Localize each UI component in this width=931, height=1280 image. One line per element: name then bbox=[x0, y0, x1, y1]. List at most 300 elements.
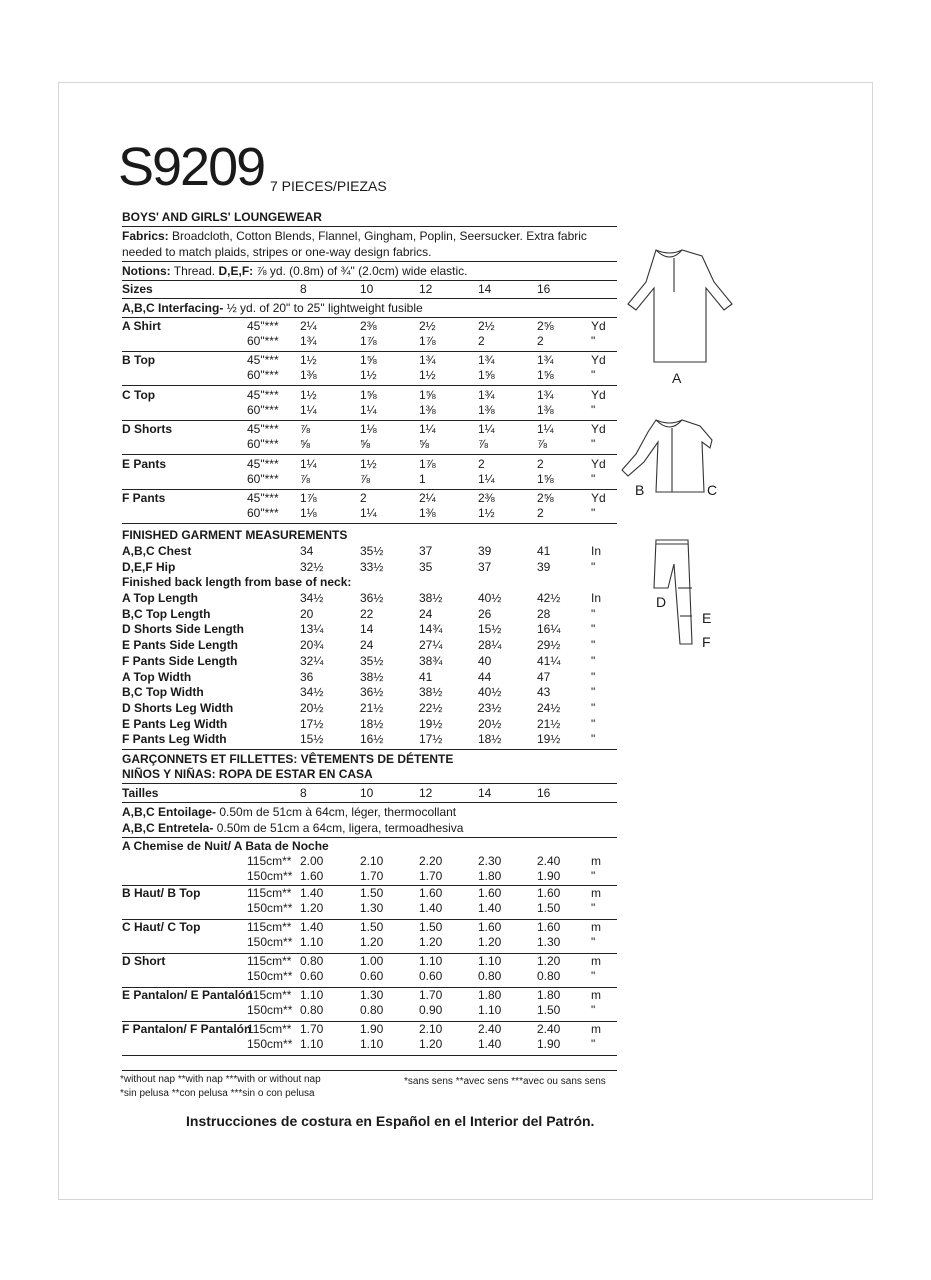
measurement-value: 35 bbox=[419, 559, 433, 574]
fabric-width: 60"*** bbox=[247, 437, 279, 452]
fabric-width: 115cm** bbox=[247, 988, 292, 1002]
yardage-value: 2⅜ bbox=[478, 491, 495, 505]
measurement-value: 42½ bbox=[537, 591, 561, 605]
metric-value: 1.70 bbox=[419, 869, 443, 883]
drawing-label-a: A bbox=[672, 370, 682, 386]
metric-value: 2.10 bbox=[360, 854, 384, 868]
yardage-value: 2⅝ bbox=[537, 319, 554, 333]
yardage-value: 2⅜ bbox=[360, 319, 377, 333]
yardage-value: ⅝ bbox=[300, 437, 311, 452]
divider bbox=[122, 280, 617, 281]
yardage-value: ⅞ bbox=[478, 437, 489, 452]
yardage-value: 1⅞ bbox=[419, 456, 436, 471]
measurement-value: 28 bbox=[537, 606, 551, 621]
measurement-value: 41 bbox=[419, 669, 433, 684]
measurement-value: 37 bbox=[419, 544, 433, 558]
size-column-header: 16 bbox=[537, 786, 551, 800]
yardage-value: 1⅞ bbox=[300, 491, 317, 505]
fabric-width: 115cm** bbox=[247, 886, 292, 900]
notions-line bbox=[122, 264, 468, 278]
unit-label: " bbox=[591, 1037, 596, 1051]
spanish-title: NIÑOS Y NIÑAS: ROPA DE ESTAR EN CASA bbox=[122, 767, 373, 781]
metric-value: 2.00 bbox=[300, 854, 324, 868]
drawing-label-d: D bbox=[656, 594, 667, 610]
footnote-en: *without nap **with nap ***with or without nap bbox=[120, 1074, 321, 1085]
divider bbox=[122, 523, 617, 524]
yardage-value: 1¼ bbox=[360, 402, 377, 417]
unit-label: " bbox=[591, 732, 596, 747]
measurement-value: 14¾ bbox=[419, 622, 443, 637]
metric-value: 1.10 bbox=[300, 988, 324, 1002]
metric-value: 1.50 bbox=[419, 920, 443, 934]
unit-label: " bbox=[591, 402, 596, 417]
yardage-value: 1½ bbox=[300, 353, 317, 368]
garment-view-label: B Top bbox=[122, 353, 156, 368]
metric-value: 2.40 bbox=[478, 1022, 502, 1036]
size-column-header: 14 bbox=[478, 282, 492, 296]
metric-value: 1.30 bbox=[360, 988, 384, 1002]
metric-value: 1.90 bbox=[360, 1022, 384, 1036]
measurement-value: 16¼ bbox=[537, 622, 561, 637]
metric-value: 1.50 bbox=[537, 901, 561, 915]
garment-view-label: B Haut/ B Top bbox=[122, 886, 201, 900]
unit-label: " bbox=[591, 935, 596, 949]
metric-value: 1.40 bbox=[478, 901, 502, 915]
yardage-value: ⅞ bbox=[300, 471, 311, 486]
metric-value: 1.60 bbox=[300, 869, 324, 883]
fabric-width: 150cm** bbox=[247, 969, 293, 983]
yardage-value: 1¾ bbox=[537, 353, 554, 368]
fr-interfacing-line bbox=[122, 805, 456, 819]
yardage-value: 1½ bbox=[478, 506, 495, 520]
metric-value: 1.70 bbox=[300, 1022, 324, 1036]
metric-value: 1.10 bbox=[419, 954, 443, 968]
measurement-value: 43 bbox=[537, 685, 551, 700]
divider bbox=[122, 317, 617, 318]
yardage-value: ⅝ bbox=[360, 437, 371, 452]
measurement-value: 40 bbox=[478, 653, 492, 668]
garment-view-label: C Top bbox=[122, 387, 156, 402]
divider bbox=[122, 226, 617, 227]
metric-value: 2.20 bbox=[419, 854, 443, 868]
metric-value: 0.80 bbox=[537, 969, 561, 983]
unit-label: " bbox=[591, 669, 596, 684]
measurement-value: 28¼ bbox=[478, 638, 502, 653]
fabric-width: 45"*** bbox=[247, 319, 279, 333]
unit-label: " bbox=[591, 1003, 596, 1017]
notions-label: Notions: bbox=[122, 264, 171, 278]
unit-label: m bbox=[591, 1022, 601, 1036]
metric-value: 0.90 bbox=[419, 1003, 443, 1017]
fabric-width: 45"*** bbox=[247, 456, 279, 471]
garment-view-label: E Pants bbox=[122, 456, 167, 471]
metric-value: 2.10 bbox=[419, 1022, 443, 1036]
yardage-value: 2½ bbox=[478, 319, 495, 333]
fabric-width: 115cm** bbox=[247, 1022, 292, 1036]
measurement-value: 41¼ bbox=[537, 653, 561, 668]
yardage-value: 1¾ bbox=[537, 387, 554, 402]
metric-value: 1.70 bbox=[360, 869, 384, 883]
measurement-label: E Pants Leg Width bbox=[122, 716, 228, 731]
yardage-value: 1¼ bbox=[419, 422, 436, 437]
unit-label: m bbox=[591, 854, 601, 868]
metric-value: 1.50 bbox=[360, 886, 384, 900]
fabrics-label: Fabrics: bbox=[122, 229, 169, 243]
measurement-label: A,B,C Chest bbox=[122, 544, 192, 558]
metric-value: 1.80 bbox=[537, 988, 561, 1002]
interfacing-line bbox=[122, 301, 423, 315]
unit-label: In bbox=[591, 591, 602, 605]
spanish-instructions-note: Instrucciones de costura en Español en el Interior del Patrón. bbox=[186, 1113, 595, 1129]
fr-interfacing-label: A,B,C Entoilage- bbox=[122, 805, 220, 819]
unit-label: " bbox=[591, 606, 596, 621]
fabric-width: 60"*** bbox=[247, 471, 279, 486]
metric-value: 1.10 bbox=[360, 1037, 384, 1051]
unit-label: Yd bbox=[591, 422, 606, 437]
divider bbox=[122, 837, 617, 838]
size-column-header: 14 bbox=[478, 786, 492, 800]
fabric-width: 45"*** bbox=[247, 353, 279, 368]
measurement-label: D,E,F Hip bbox=[122, 559, 176, 574]
nightshirt-a-drawing bbox=[628, 250, 732, 362]
yardage-value: 1⅜ bbox=[300, 368, 317, 383]
yardage-value: 1⅞ bbox=[360, 334, 377, 348]
interfacing-text: ½ yd. of 20" to 25" lightweight fusible bbox=[226, 301, 423, 315]
metric-value: 1.20 bbox=[419, 935, 443, 949]
yardage-value: 1⅝ bbox=[360, 353, 377, 368]
unit-label: " bbox=[591, 622, 596, 637]
metric-value: 1.40 bbox=[419, 901, 443, 915]
measurement-value: 16½ bbox=[360, 732, 384, 747]
measurement-value: 41 bbox=[537, 544, 551, 558]
measurement-value: 34½ bbox=[300, 685, 324, 700]
divider bbox=[122, 385, 617, 386]
unit-label: " bbox=[591, 685, 596, 700]
fabric-width: 150cm** bbox=[247, 935, 293, 949]
measurement-value: 17½ bbox=[419, 732, 443, 747]
unit-label: " bbox=[591, 638, 596, 653]
measurement-value: 35½ bbox=[360, 544, 384, 558]
measurement-value: 32½ bbox=[300, 559, 324, 574]
metric-value: 2.30 bbox=[478, 854, 502, 868]
measurement-value: 36 bbox=[300, 669, 314, 684]
yardage-value: 2½ bbox=[419, 319, 436, 333]
es-interfacing-text: 0.50m de 51cm a 64cm, ligera, termoadhesiva bbox=[216, 821, 464, 835]
yardage-value: ⅝ bbox=[419, 437, 430, 452]
fabric-width: 150cm** bbox=[247, 1003, 293, 1017]
yardage-value: 1½ bbox=[419, 368, 436, 383]
unit-label: m bbox=[591, 988, 601, 1002]
fabric-width: 45"*** bbox=[247, 491, 279, 505]
yardage-value: 1¼ bbox=[478, 471, 495, 486]
measurement-label: B,C Top Length bbox=[122, 606, 211, 621]
divider bbox=[122, 1070, 617, 1071]
measurement-value: 20½ bbox=[478, 716, 502, 731]
measurement-value: 15½ bbox=[300, 732, 324, 747]
yardage-value: 1¼ bbox=[300, 402, 317, 417]
metric-value: 0.80 bbox=[360, 1003, 384, 1017]
garment-view-label: D Short bbox=[122, 954, 166, 968]
garment-drawings bbox=[618, 244, 738, 664]
garment-view-label: F Pants bbox=[122, 491, 166, 505]
metric-value: 1.60 bbox=[478, 920, 502, 934]
metric-value: 1.40 bbox=[478, 1037, 502, 1051]
garment-view-label: C Haut/ C Top bbox=[122, 920, 201, 934]
notions-def-text: ⅞ yd. (0.8m) of ¾" (2.0cm) wide elastic. bbox=[256, 264, 468, 278]
garment-view-label: A Chemise de Nuit/ A Bata de Noche bbox=[122, 839, 329, 853]
divider bbox=[122, 802, 617, 803]
measurement-value: 34 bbox=[300, 544, 314, 558]
metric-value: 1.10 bbox=[478, 1003, 502, 1017]
fabrics-text: Broadcloth, Cotton Blends, Flannel, Gingham, Poplin, Seersucker. Extra fabric needed to match plaids, stripes or one-way design fabrics. bbox=[122, 229, 587, 259]
pants-def-drawing bbox=[654, 540, 692, 644]
fabric-width: 115cm** bbox=[247, 954, 292, 968]
fabric-width: 150cm** bbox=[247, 1037, 293, 1051]
unit-label: " bbox=[591, 368, 596, 383]
yardage-value: 2 bbox=[360, 491, 367, 505]
tailles-label: Tailles bbox=[122, 786, 159, 800]
measurement-value: 27¼ bbox=[419, 638, 443, 653]
fabric-width: 60"*** bbox=[247, 334, 279, 348]
measurement-value: 20 bbox=[300, 606, 314, 621]
yardage-value: 2⅝ bbox=[537, 491, 554, 505]
french-title: GARÇONNETS ET FILLETTES: VÊTEMENTS DE DÉTENTE bbox=[122, 752, 454, 766]
yardage-value: 1⅝ bbox=[537, 368, 554, 383]
measurement-value: 21½ bbox=[360, 700, 384, 715]
yardage-value: 1⅜ bbox=[419, 402, 436, 417]
divider bbox=[122, 489, 617, 490]
metric-value: 1.40 bbox=[300, 886, 324, 900]
measurement-value: 34½ bbox=[300, 591, 324, 605]
divider bbox=[122, 420, 617, 421]
fabric-width: 150cm** bbox=[247, 869, 293, 883]
measurement-value: 24 bbox=[419, 606, 433, 621]
garment-view-label: E Pantalon/ E Pantalón bbox=[122, 988, 253, 1002]
measurement-value: 14 bbox=[360, 622, 374, 637]
yardage-value: 1¼ bbox=[478, 422, 495, 437]
metric-value: 1.10 bbox=[300, 1037, 324, 1051]
unit-label: m bbox=[591, 920, 601, 934]
unit-label: In bbox=[591, 544, 602, 558]
yardage-value: 1½ bbox=[300, 387, 317, 402]
measurement-value: 39 bbox=[478, 544, 492, 558]
unit-label: " bbox=[591, 700, 596, 715]
fabric-width: 60"*** bbox=[247, 506, 279, 520]
yardage-value: 1⅞ bbox=[419, 334, 436, 348]
metric-value: 1.30 bbox=[360, 901, 384, 915]
yardage-value: 1¾ bbox=[478, 387, 495, 402]
yardage-value: 1¾ bbox=[419, 353, 436, 368]
metric-value: 1.20 bbox=[360, 935, 384, 949]
yardage-value: 1¼ bbox=[300, 456, 317, 471]
drawing-label-b: B bbox=[635, 482, 645, 498]
measurement-value: 17½ bbox=[300, 716, 324, 731]
measurement-value: 33½ bbox=[360, 559, 384, 574]
metric-value: 1.30 bbox=[537, 935, 561, 949]
size-column-header: 12 bbox=[419, 786, 433, 800]
unit-label: " bbox=[591, 506, 596, 520]
fabric-width: 150cm** bbox=[247, 901, 293, 915]
measurement-value: 20½ bbox=[300, 700, 324, 715]
unit-label: " bbox=[591, 559, 596, 574]
metric-value: 1.20 bbox=[537, 954, 561, 968]
unit-label: " bbox=[591, 471, 596, 486]
measurement-label: D Shorts Leg Width bbox=[122, 700, 234, 715]
metric-value: 1.60 bbox=[478, 886, 502, 900]
unit-label: Yd bbox=[591, 387, 606, 402]
measurement-value: 40½ bbox=[478, 685, 502, 700]
measurement-value: 39 bbox=[537, 559, 551, 574]
fabrics-block bbox=[122, 228, 617, 260]
garment-view-label: D Shorts bbox=[122, 422, 173, 437]
yardage-value: 2 bbox=[537, 506, 544, 520]
yardage-value: 1⅝ bbox=[478, 368, 495, 383]
measurement-value: 19½ bbox=[537, 732, 561, 747]
unit-label: " bbox=[591, 437, 596, 452]
yardage-value: 2 bbox=[537, 334, 544, 348]
metric-value: 2.40 bbox=[537, 854, 561, 868]
fr-interfacing-text: 0.50m de 51cm à 64cm, léger, thermocollant bbox=[219, 805, 457, 819]
garment-view-label: F Pantalon/ F Pantalón bbox=[122, 1022, 252, 1036]
yardage-value: 2¼ bbox=[300, 319, 317, 333]
unit-label: Yd bbox=[591, 456, 606, 471]
yardage-value: 1⅜ bbox=[419, 506, 436, 520]
measurement-value: 26 bbox=[478, 606, 492, 621]
metric-value: 0.60 bbox=[300, 969, 324, 983]
yardage-value: 2¼ bbox=[419, 491, 436, 505]
pattern-number: S9209 bbox=[118, 137, 265, 197]
divider bbox=[122, 351, 617, 352]
fabric-width: 115cm** bbox=[247, 854, 292, 868]
measurement-value: 20¾ bbox=[300, 638, 324, 653]
measurement-label: E Pants Side Length bbox=[122, 638, 239, 653]
measurement-value: 22 bbox=[360, 606, 374, 621]
measurement-value: 44 bbox=[478, 669, 492, 684]
yardage-value: 1¾ bbox=[300, 334, 317, 348]
fabric-width: 45"*** bbox=[247, 387, 279, 402]
size-column-header: 8 bbox=[300, 786, 307, 800]
yardage-value: 1¼ bbox=[360, 506, 377, 520]
size-column-header: 16 bbox=[537, 282, 551, 296]
es-interfacing-line bbox=[122, 821, 463, 835]
metric-value: 1.60 bbox=[537, 886, 561, 900]
measurement-value: 35½ bbox=[360, 653, 384, 668]
size-column-header: 10 bbox=[360, 282, 374, 296]
metric-value: 0.60 bbox=[360, 969, 384, 983]
pattern-title: BOYS' AND GIRLS' LOUNGEWEAR bbox=[122, 210, 322, 224]
measurement-label: A Top Length bbox=[122, 591, 198, 605]
yardage-value: 1⅛ bbox=[300, 506, 317, 520]
divider bbox=[122, 454, 617, 455]
measurement-value: 18½ bbox=[360, 716, 384, 731]
metric-value: 1.60 bbox=[537, 920, 561, 934]
divider bbox=[122, 783, 617, 784]
yardage-value: ⅞ bbox=[300, 422, 311, 437]
metric-value: 1.50 bbox=[537, 1003, 561, 1017]
unit-label: " bbox=[591, 901, 596, 915]
metric-value: 1.80 bbox=[478, 988, 502, 1002]
yardage-value: ⅞ bbox=[360, 471, 371, 486]
footnote-es: *sin pelusa **con pelusa ***sin o con pelusa bbox=[120, 1088, 315, 1099]
measurement-value: 40½ bbox=[478, 591, 502, 605]
measurement-value: 47 bbox=[537, 669, 551, 684]
unit-label: m bbox=[591, 886, 601, 900]
unit-label: Yd bbox=[591, 319, 606, 333]
measurement-value: 38¾ bbox=[419, 653, 443, 668]
size-column-header: 8 bbox=[300, 282, 307, 296]
yardage-value: 1⅝ bbox=[360, 387, 377, 402]
metric-value: 1.20 bbox=[300, 901, 324, 915]
measurement-value: 18½ bbox=[478, 732, 502, 747]
yardage-value: 2 bbox=[478, 334, 485, 348]
metric-value: 1.40 bbox=[300, 920, 324, 934]
finished-measurements-title: FINISHED GARMENT MEASUREMENTS bbox=[122, 528, 348, 542]
metric-value: 0.80 bbox=[478, 969, 502, 983]
measurement-value: 13¼ bbox=[300, 622, 324, 637]
yardage-value: 1⅝ bbox=[537, 471, 554, 486]
yardage-value: 1½ bbox=[360, 368, 377, 383]
notions-text: Thread. bbox=[173, 264, 216, 278]
yardage-value: 1⅜ bbox=[537, 402, 554, 417]
drawing-label-e: E bbox=[702, 610, 712, 626]
measurement-value: 36½ bbox=[360, 685, 384, 700]
measurement-value: 38½ bbox=[419, 591, 443, 605]
drawing-label-c: C bbox=[707, 482, 718, 498]
size-column-header: 10 bbox=[360, 786, 374, 800]
measurement-value: 24½ bbox=[537, 700, 561, 715]
divider bbox=[122, 298, 617, 299]
drawing-label-f: F bbox=[702, 634, 711, 650]
metric-value: 0.80 bbox=[300, 1003, 324, 1017]
metric-value: 1.10 bbox=[478, 954, 502, 968]
yardage-value: 1⅛ bbox=[360, 422, 377, 437]
fabric-width: 115cm** bbox=[247, 920, 292, 934]
unit-label: Yd bbox=[591, 491, 606, 505]
measurement-value: 37 bbox=[478, 559, 492, 574]
measurement-label: A Top Width bbox=[122, 669, 192, 684]
unit-label: " bbox=[591, 869, 596, 883]
fabric-width: 60"*** bbox=[247, 402, 279, 417]
metric-value: 0.80 bbox=[300, 954, 324, 968]
fabric-width: 60"*** bbox=[247, 368, 279, 383]
measurement-value: 29½ bbox=[537, 638, 561, 653]
measurement-label: F Pants Side Length bbox=[122, 653, 238, 668]
metric-value: 1.10 bbox=[300, 935, 324, 949]
yardage-value: 1½ bbox=[360, 456, 377, 471]
measurement-value: 36½ bbox=[360, 591, 384, 605]
unit-label: m bbox=[591, 954, 601, 968]
metric-value: 1.00 bbox=[360, 954, 384, 968]
interfacing-label: A,B,C Interfacing- bbox=[122, 301, 224, 315]
unit-label: " bbox=[591, 969, 596, 983]
measurement-value: 21½ bbox=[537, 716, 561, 731]
measurement-value: 15½ bbox=[478, 622, 502, 637]
measurement-value: 22½ bbox=[419, 700, 443, 715]
notions-def-label: D,E,F: bbox=[218, 264, 254, 278]
yardage-value: 1⅜ bbox=[478, 402, 495, 417]
measurement-value: 19½ bbox=[419, 716, 443, 731]
measurement-value: 32¼ bbox=[300, 653, 324, 668]
metric-value: 1.20 bbox=[478, 935, 502, 949]
metric-value: 1.90 bbox=[537, 1037, 561, 1051]
measurement-label: B,C Top Width bbox=[122, 685, 204, 700]
divider bbox=[122, 749, 617, 750]
unit-label: " bbox=[591, 716, 596, 731]
fabric-width: 45"*** bbox=[247, 422, 279, 437]
yardage-value: 1⅝ bbox=[419, 387, 436, 402]
yardage-value: 1¾ bbox=[478, 353, 495, 368]
measurement-value: 38½ bbox=[419, 685, 443, 700]
